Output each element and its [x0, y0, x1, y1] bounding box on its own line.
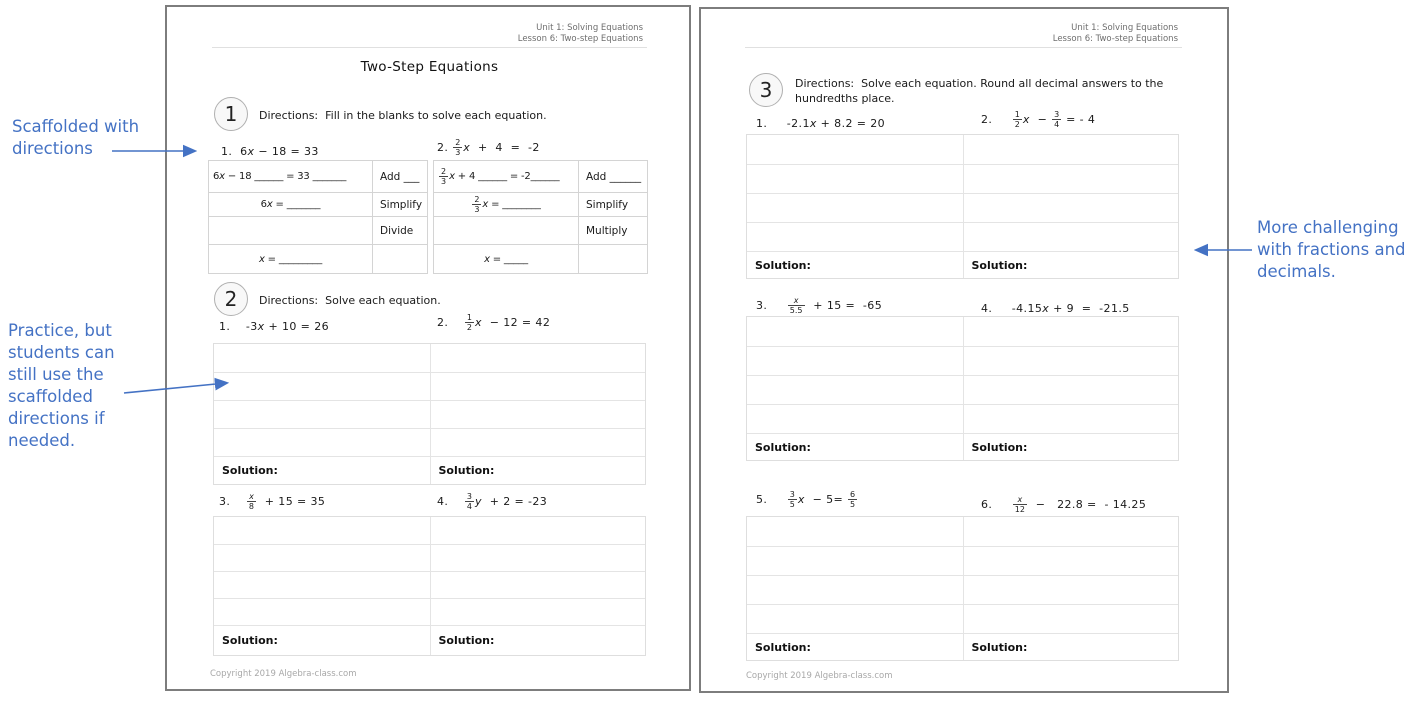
- worksheet-page-1: [165, 5, 691, 691]
- answer-cell: [214, 598, 430, 625]
- answer-cell: [963, 375, 1179, 404]
- answer-cell: [963, 135, 1179, 164]
- solution-cell: [747, 633, 963, 660]
- answer-cell: [963, 575, 1179, 604]
- answer-cell: [747, 575, 963, 604]
- answer-cell: [747, 546, 963, 575]
- scaffold-table: [433, 160, 648, 274]
- solution-label: Solution:: [971, 440, 1028, 454]
- scaffold-cell: x = _____: [434, 244, 578, 273]
- solution-cell: [963, 433, 1179, 460]
- answer-cell: [747, 317, 963, 346]
- solution-label: Solution:: [438, 464, 495, 477]
- answer-table: [746, 516, 1179, 661]
- answer-cell: [963, 517, 1179, 546]
- scaffold-step-cell: Add ______: [578, 161, 647, 192]
- solution-label: Solution:: [222, 464, 278, 477]
- problem-statement: 1. 6x − 18 = 33: [221, 145, 319, 158]
- solution-label: Solution:: [755, 440, 811, 454]
- answer-cell: [430, 571, 646, 598]
- answer-cell: [963, 222, 1179, 251]
- answer-table: [746, 316, 1179, 461]
- scaffold-cell: x = _________: [209, 244, 372, 273]
- problem-statement: 3. $\frac{x}{5.5}$ + 15 = -65: [756, 296, 883, 315]
- header-lesson: Lesson 6: Two-step Equations: [517, 34, 643, 44]
- solution-cell: [747, 251, 963, 278]
- answer-cell: [963, 317, 1179, 346]
- solution-label: Solution:: [755, 640, 811, 654]
- answer-cell: [214, 344, 430, 372]
- solution-label: Solution:: [755, 258, 811, 272]
- scaffold-cell: $\frac{2}{3}$ x = ________: [434, 192, 578, 216]
- answer-table: [746, 134, 1179, 279]
- solution-cell: [430, 456, 646, 484]
- answer-cell: [214, 400, 430, 428]
- answer-cell: [214, 544, 430, 571]
- section-directions: Directions: Fill in the blanks to solve each equation.: [259, 109, 547, 122]
- problem-statement: 4. -4.15x + 9 = -21.5: [981, 302, 1130, 315]
- answer-cell: [747, 164, 963, 193]
- answer-cell: [430, 344, 646, 372]
- header-divider: [212, 47, 647, 48]
- section-number-badge: [749, 73, 783, 107]
- answer-cell: [963, 346, 1179, 375]
- solution-cell: [963, 251, 1179, 278]
- answer-cell: [963, 604, 1179, 633]
- page-header: [1053, 23, 1178, 45]
- copyright-text: Copyright 2019 Algebra-class.com: [746, 671, 893, 681]
- problem-statement: 2. $\frac{1}{2}$ x − $\frac{3}{4}$ = - 4: [981, 110, 1096, 129]
- answer-cell: [214, 428, 430, 456]
- answer-cell: [747, 222, 963, 251]
- answer-table: [213, 516, 646, 656]
- answer-cell: [214, 517, 430, 544]
- annotation-challenging: More challenging with fractions and decimals.: [1257, 218, 1406, 281]
- answer-cell: [747, 517, 963, 546]
- problem-statement: 5. $\frac{3}{5}$ x − 5= $\frac{6}{5}$: [756, 490, 856, 509]
- scaffold-step-cell: Simplify: [578, 192, 647, 216]
- solution-cell: [747, 433, 963, 460]
- annotation-practice: Practice, but students can still use the scaffolded directions if needed.: [8, 321, 115, 450]
- section-directions: Directions: Solve each equation.: [259, 294, 441, 307]
- header-unit: Unit 1: Solving Equations: [536, 23, 643, 33]
- answer-cell: [214, 372, 430, 400]
- scaffold-step-cell: Simplify: [372, 192, 427, 216]
- problem-statement: 2. $\frac{2}{3}$ x + 4 = -2: [437, 138, 540, 157]
- answer-table: [213, 343, 646, 485]
- answer-cell: [963, 164, 1179, 193]
- scaffold-step-cell: Add ___: [372, 161, 427, 192]
- scaffold-cell: [434, 216, 578, 244]
- problem-statement: 6. $\frac{x}{12}$ − 22.8 = - 14.25: [981, 495, 1147, 514]
- solution-label: Solution:: [971, 640, 1028, 654]
- answer-cell: [747, 404, 963, 433]
- header-lesson: Lesson 6: Two-step Equations: [1052, 34, 1178, 44]
- problem-statement: 2. $\frac{1}{2}$ x − 12 = 42: [437, 313, 551, 332]
- problem-statement: 1. -2.1x + 8.2 = 20: [756, 117, 886, 130]
- solution-cell: [214, 625, 430, 655]
- answer-cell: [430, 400, 646, 428]
- scaffold-cell: [209, 216, 372, 244]
- answer-cell: [747, 604, 963, 633]
- problem-statement: 3. $\frac{x}{8}$ + 15 = 35: [219, 492, 326, 511]
- scaffold-cell: 6 x − 18 ______ = 33 _______: [213, 171, 347, 182]
- answer-cell: [430, 544, 646, 571]
- solution-label: Solution:: [971, 258, 1028, 272]
- scaffold-step-cell: Divide: [372, 216, 427, 244]
- page-header: [518, 23, 643, 45]
- answer-cell: [430, 517, 646, 544]
- header-divider: [745, 47, 1182, 48]
- section-number: 1: [224, 102, 238, 126]
- answer-cell: [747, 135, 963, 164]
- annotation-scaffolded: Scaffolded with directions: [12, 117, 140, 158]
- section-number: 3: [759, 78, 773, 102]
- answer-cell: [747, 346, 963, 375]
- answer-cell: [430, 372, 646, 400]
- scaffold-step-cell: Multiply: [578, 216, 647, 244]
- section-number-badge: [214, 97, 248, 131]
- scaffold-step-cell: [372, 244, 427, 273]
- copyright-text: Copyright 2019 Algebra-class.com: [210, 669, 357, 679]
- header-unit: Unit 1: Solving Equations: [1071, 23, 1178, 33]
- answer-cell: [747, 193, 963, 222]
- scaffold-table: [208, 160, 428, 274]
- worksheet-page-2: [699, 7, 1229, 693]
- section-number: 2: [224, 287, 238, 311]
- solution-label: Solution:: [438, 634, 495, 647]
- answer-cell: [963, 404, 1179, 433]
- answer-cell: [963, 546, 1179, 575]
- solution-cell: [963, 633, 1179, 660]
- problem-statement: 1. -3x + 10 = 26: [219, 320, 329, 333]
- answer-cell: [747, 375, 963, 404]
- solution-cell: [430, 625, 646, 655]
- solution-label: Solution:: [222, 634, 278, 647]
- solution-cell: [214, 456, 430, 484]
- section-number-badge: [214, 282, 248, 316]
- answer-cell: [963, 193, 1179, 222]
- scaffold-cell: 6 x = _______: [209, 192, 372, 216]
- scaffold-cell: $\frac{2}{3}$ x + 4 ______ = -2______: [441, 166, 560, 186]
- worksheet-title: Two-Step Equations: [360, 59, 499, 75]
- section-directions: Directions: Solve each equation. Round all decimal answers to the hundredths place.: [795, 77, 1167, 105]
- answer-cell: [430, 598, 646, 625]
- scaffold-step-cell: [578, 244, 647, 273]
- answer-cell: [430, 428, 646, 456]
- answer-cell: [214, 571, 430, 598]
- problem-statement: 4. $\frac{3}{4}$ y + 2 = -23: [437, 492, 548, 511]
